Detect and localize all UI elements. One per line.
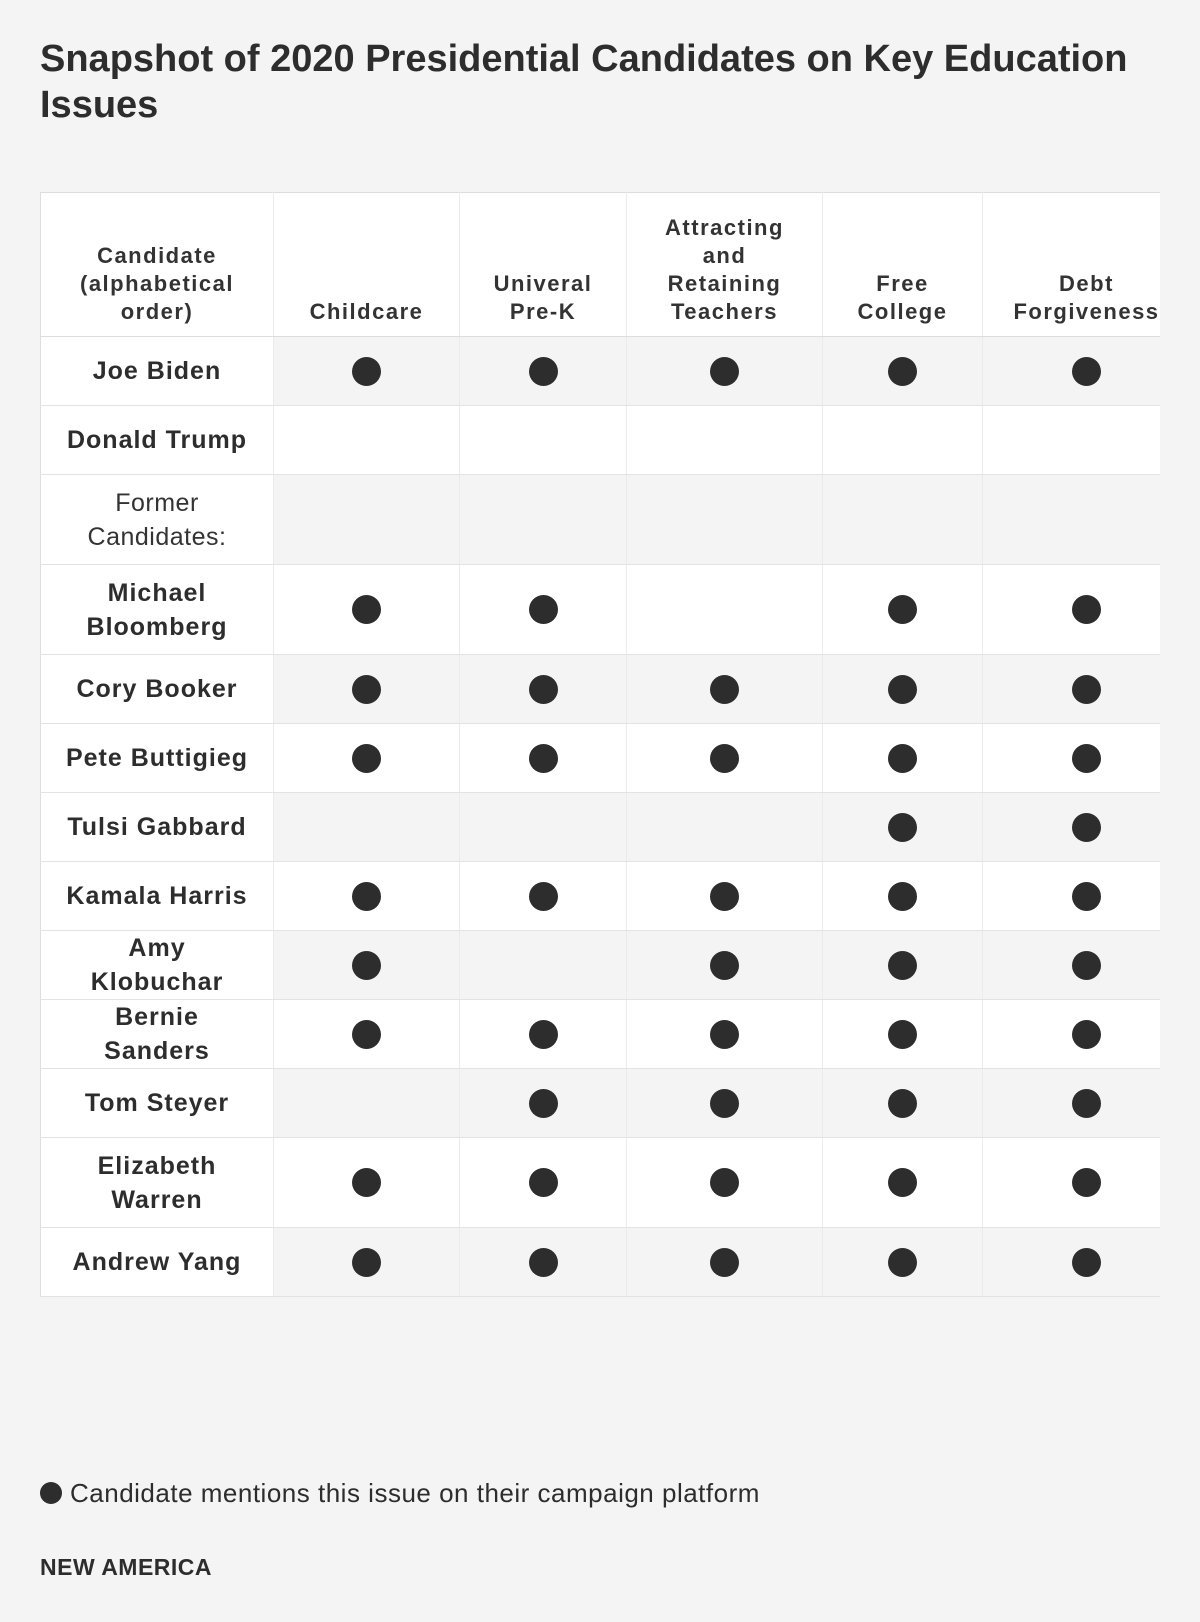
issue-mentioned-dot	[888, 882, 917, 911]
issue-mentioned-dot	[529, 357, 558, 386]
cell-debt	[983, 565, 1161, 655]
candidate-name-cell: Joe Biden	[41, 337, 274, 406]
cell-childcare	[274, 724, 460, 793]
cell-prek	[460, 1069, 627, 1138]
candidate-name-cell: Former Candidates:	[41, 475, 274, 565]
issue-mentioned-dot	[1072, 1020, 1101, 1049]
legend	[40, 1476, 760, 1510]
issue-mentioned-dot	[352, 882, 381, 911]
cell-teachers	[627, 1138, 823, 1228]
issue-mentioned-dot	[529, 1089, 558, 1118]
cell-teachers	[627, 793, 823, 862]
issue-mentioned-dot	[888, 1089, 917, 1118]
brand-logo-text: NEW AMERICA	[40, 1554, 213, 1580]
legend-text: Candidate mentions this issue on their campaign platform	[70, 1478, 760, 1508]
issue-mentioned-dot	[710, 951, 739, 980]
cell-college	[823, 862, 983, 931]
cell-college	[823, 1069, 983, 1138]
issue-mentioned-dot	[888, 813, 917, 842]
table-row	[41, 655, 1161, 724]
candidate-name-cell: Michael Bloomberg	[41, 565, 274, 655]
cell-debt	[983, 793, 1161, 862]
table-row	[41, 406, 1161, 475]
cell-childcare	[274, 655, 460, 724]
chart-title: Snapshot of 2020 Presidential Candidates on Key Education Issues	[40, 38, 1128, 126]
issue-mentioned-dot	[529, 1248, 558, 1277]
issue-mentioned-dot	[710, 675, 739, 704]
issue-mentioned-dot	[888, 675, 917, 704]
cell-college	[823, 1228, 983, 1297]
cell-childcare	[274, 1138, 460, 1228]
table-header-row	[41, 193, 1161, 337]
candidate-name-cell: Tulsi Gabbard	[41, 793, 274, 862]
cell-teachers	[627, 931, 823, 1000]
cell-debt	[983, 724, 1161, 793]
cell-prek	[460, 475, 627, 565]
issue-mentioned-dot	[352, 357, 381, 386]
issue-mentioned-dot	[1072, 882, 1101, 911]
cell-childcare	[274, 793, 460, 862]
cell-teachers	[627, 475, 823, 565]
column-header-debt: Debt Forgiveness	[983, 193, 1161, 337]
cell-prek	[460, 655, 627, 724]
cell-debt	[983, 1138, 1161, 1228]
column-header-prek: Univeral Pre-K	[460, 193, 627, 337]
cell-college	[823, 1138, 983, 1228]
issue-mentioned-dot	[1072, 744, 1101, 773]
cell-college	[823, 793, 983, 862]
filled-circle-icon	[40, 1482, 62, 1504]
issue-mentioned-dot	[888, 595, 917, 624]
column-header-college: Free College	[823, 193, 983, 337]
cell-prek	[460, 931, 627, 1000]
cell-debt	[983, 475, 1161, 565]
cell-prek	[460, 862, 627, 931]
candidate-name-cell: Bernie Sanders	[41, 1000, 274, 1069]
cell-debt	[983, 931, 1161, 1000]
table-row	[41, 1228, 1161, 1297]
cell-teachers	[627, 1228, 823, 1297]
column-header-candidate: Candidate (alphabetical order)	[41, 193, 274, 337]
table-row	[41, 793, 1161, 862]
issue-mentioned-dot	[710, 1168, 739, 1197]
candidate-issues-table	[40, 192, 1160, 1297]
cell-debt	[983, 337, 1161, 406]
cell-college	[823, 406, 983, 475]
cell-childcare	[274, 1228, 460, 1297]
table-row	[41, 1069, 1161, 1138]
issue-mentioned-dot	[1072, 1089, 1101, 1118]
issue-mentioned-dot	[529, 744, 558, 773]
table-row	[41, 862, 1161, 931]
issue-mentioned-dot	[1072, 951, 1101, 980]
cell-debt	[983, 1000, 1161, 1069]
issue-mentioned-dot	[888, 1020, 917, 1049]
issue-mentioned-dot	[710, 1089, 739, 1118]
cell-teachers	[627, 565, 823, 655]
issue-mentioned-dot	[352, 595, 381, 624]
table-row	[41, 1138, 1161, 1228]
issue-mentioned-dot	[1072, 675, 1101, 704]
issue-mentioned-dot	[888, 1248, 917, 1277]
candidate-name-cell: Kamala Harris	[41, 862, 274, 931]
cell-teachers	[627, 337, 823, 406]
issue-mentioned-dot	[1072, 813, 1101, 842]
cell-teachers	[627, 862, 823, 931]
issue-mentioned-dot	[710, 1020, 739, 1049]
issue-mentioned-dot	[352, 1168, 381, 1197]
issue-mentioned-dot	[529, 595, 558, 624]
issue-mentioned-dot	[352, 744, 381, 773]
cell-college	[823, 724, 983, 793]
issue-mentioned-dot	[710, 357, 739, 386]
issue-mentioned-dot	[1072, 595, 1101, 624]
cell-childcare	[274, 862, 460, 931]
candidate-name-cell: Tom Steyer	[41, 1069, 274, 1138]
cell-debt	[983, 862, 1161, 931]
table-row	[41, 565, 1161, 655]
cell-college	[823, 655, 983, 724]
cell-prek	[460, 1000, 627, 1069]
issue-mentioned-dot	[352, 1248, 381, 1277]
cell-debt	[983, 406, 1161, 475]
candidate-name-cell: Cory Booker	[41, 655, 274, 724]
issue-mentioned-dot	[529, 675, 558, 704]
cell-college	[823, 1000, 983, 1069]
cell-childcare	[274, 931, 460, 1000]
issue-mentioned-dot	[529, 882, 558, 911]
issue-mentioned-dot	[710, 1248, 739, 1277]
column-header-teachers: Attracting and Retaining Teachers	[627, 193, 823, 337]
column-header-childcare: Childcare	[274, 193, 460, 337]
table-row	[41, 337, 1161, 406]
issue-mentioned-dot	[888, 951, 917, 980]
cell-teachers	[627, 1069, 823, 1138]
issue-mentioned-dot	[352, 1020, 381, 1049]
issue-mentioned-dot	[710, 744, 739, 773]
cell-college	[823, 565, 983, 655]
cell-college	[823, 337, 983, 406]
issue-mentioned-dot	[888, 744, 917, 773]
cell-childcare	[274, 1000, 460, 1069]
cell-prek	[460, 406, 627, 475]
table-row	[41, 931, 1161, 1000]
cell-teachers	[627, 406, 823, 475]
table-row	[41, 475, 1161, 565]
cell-childcare	[274, 565, 460, 655]
cell-prek	[460, 724, 627, 793]
cell-prek	[460, 1138, 627, 1228]
issue-mentioned-dot	[352, 951, 381, 980]
issue-mentioned-dot	[888, 1168, 917, 1197]
cell-prek	[460, 337, 627, 406]
cell-college	[823, 475, 983, 565]
candidate-name-cell: Elizabeth Warren	[41, 1138, 274, 1228]
cell-childcare	[274, 406, 460, 475]
cell-teachers	[627, 724, 823, 793]
cell-childcare	[274, 475, 460, 565]
cell-prek	[460, 565, 627, 655]
table-row	[41, 724, 1161, 793]
table-row	[41, 1000, 1161, 1069]
cell-teachers	[627, 1000, 823, 1069]
cell-debt	[983, 655, 1161, 724]
issue-mentioned-dot	[529, 1168, 558, 1197]
cell-prek	[460, 793, 627, 862]
cell-teachers	[627, 655, 823, 724]
cell-debt	[983, 1069, 1161, 1138]
issue-mentioned-dot	[529, 1020, 558, 1049]
cell-prek	[460, 1228, 627, 1297]
issue-mentioned-dot	[1072, 1168, 1101, 1197]
issue-mentioned-dot	[1072, 1248, 1101, 1277]
candidate-name-cell: Amy Klobuchar	[41, 931, 274, 1000]
cell-childcare	[274, 337, 460, 406]
cell-college	[823, 931, 983, 1000]
candidate-name-cell: Andrew Yang	[41, 1228, 274, 1297]
candidate-name-cell: Donald Trump	[41, 406, 274, 475]
issue-mentioned-dot	[352, 675, 381, 704]
issue-mentioned-dot	[710, 882, 739, 911]
issue-mentioned-dot	[1072, 357, 1101, 386]
candidate-name-cell: Pete Buttigieg	[41, 724, 274, 793]
issue-mentioned-dot	[888, 357, 917, 386]
cell-childcare	[274, 1069, 460, 1138]
table-body	[41, 337, 1161, 1297]
cell-debt	[983, 1228, 1161, 1297]
